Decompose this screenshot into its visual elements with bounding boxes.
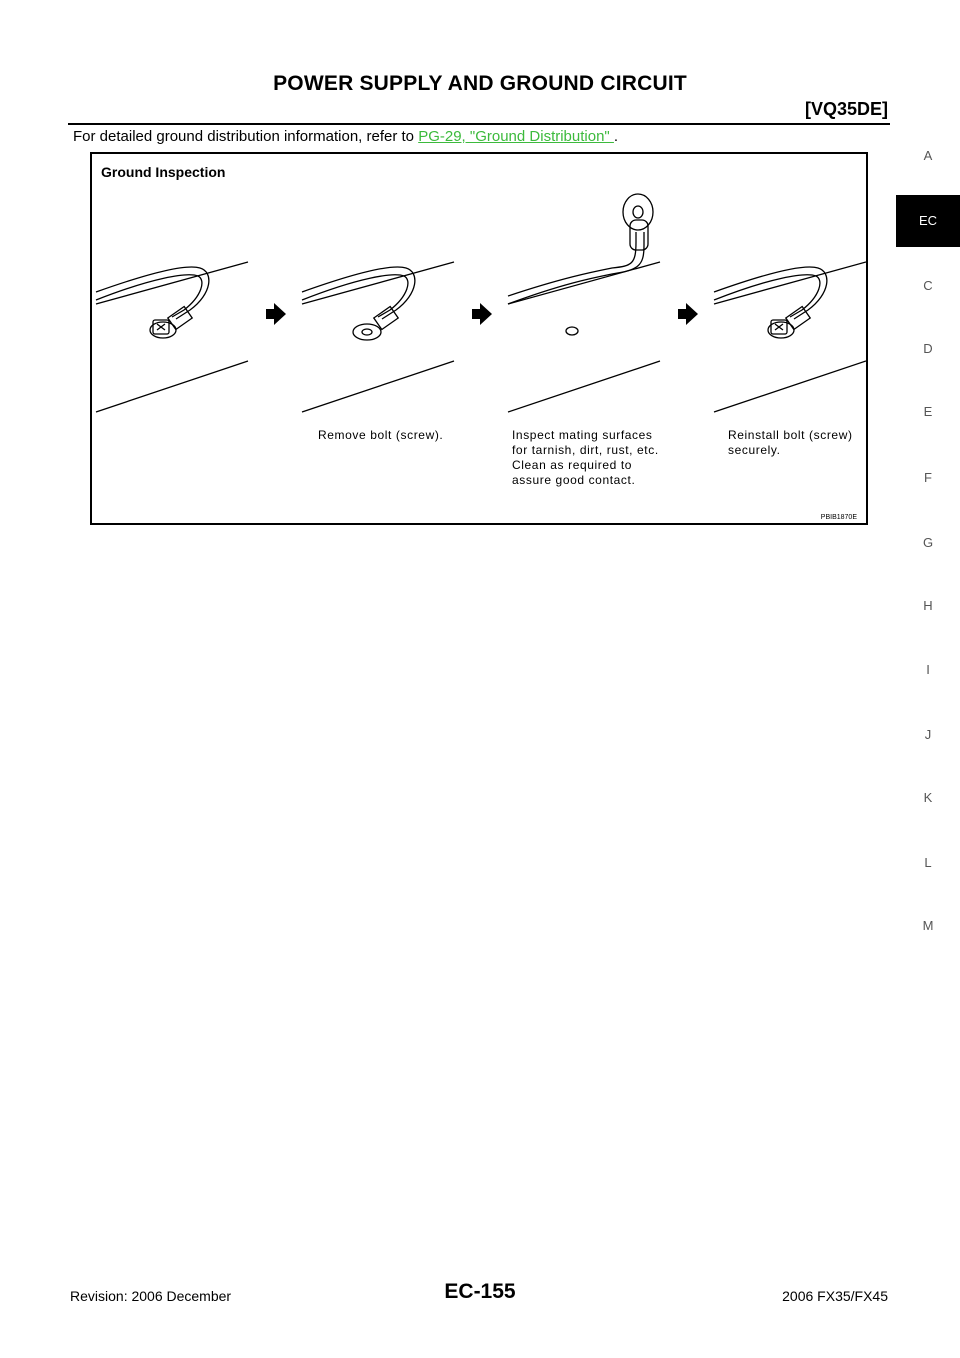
- section-tab-e[interactable]: E: [923, 404, 933, 419]
- section-tab-g[interactable]: G: [922, 535, 934, 550]
- reference-line: [73, 128, 618, 145]
- ground-inspection-illustration: [92, 154, 866, 523]
- panel-4-bolt-reinstalled: [714, 262, 866, 412]
- section-tab-c[interactable]: C: [923, 278, 933, 293]
- section-tab-l[interactable]: L: [924, 855, 932, 870]
- page-title: POWER SUPPLY AND GROUND CIRCUIT: [273, 72, 687, 95]
- section-tab-f[interactable]: F: [924, 470, 932, 485]
- arrow-icon: [266, 303, 286, 325]
- revision-date: Revision: 2006 December: [70, 1288, 232, 1304]
- caption-step-3: Inspect mating surfaces for tarnish, dirt, rust, etc. Clean as required to assure good contact.: [512, 428, 659, 487]
- ground-distribution-link[interactable]: PG-29, "Ground Distribution": [418, 128, 614, 145]
- reference-period: .: [613, 128, 619, 145]
- panel-2-bolt-removed: [302, 262, 454, 412]
- panel-3-inspect-surface: [508, 194, 660, 412]
- header-rule: [68, 123, 890, 125]
- section-tab-k[interactable]: K: [923, 790, 933, 805]
- panel-1-bolted-cable: [96, 262, 248, 412]
- section-tab-ec[interactable]: EC: [896, 195, 960, 247]
- page-number: EC-155: [444, 1280, 516, 1303]
- arrow-icon: [678, 303, 698, 325]
- section-index: [896, 0, 960, 1358]
- caption-step-2: Remove bolt (screw).: [318, 428, 444, 442]
- section-tab-d[interactable]: D: [923, 341, 933, 356]
- arrow-icon: [472, 303, 492, 325]
- engine-code: [VQ35DE]: [804, 99, 888, 119]
- ground-inspection-figure: [90, 152, 868, 525]
- figure-title: Ground Inspection: [101, 164, 226, 180]
- reference-text: For detailed ground distribution information, refer to: [73, 128, 419, 145]
- section-tab-j[interactable]: J: [924, 727, 932, 742]
- section-tab-a[interactable]: A: [923, 148, 933, 163]
- vehicle-model: 2006 FX35/FX45: [782, 1288, 888, 1304]
- section-tab-m[interactable]: M: [922, 918, 934, 933]
- section-tab-i[interactable]: I: [926, 662, 930, 677]
- figure-id: PBIB1870E: [820, 514, 857, 521]
- caption-step-4: Reinstall bolt (screw) securely.: [728, 428, 853, 457]
- section-tab-h[interactable]: H: [923, 598, 933, 613]
